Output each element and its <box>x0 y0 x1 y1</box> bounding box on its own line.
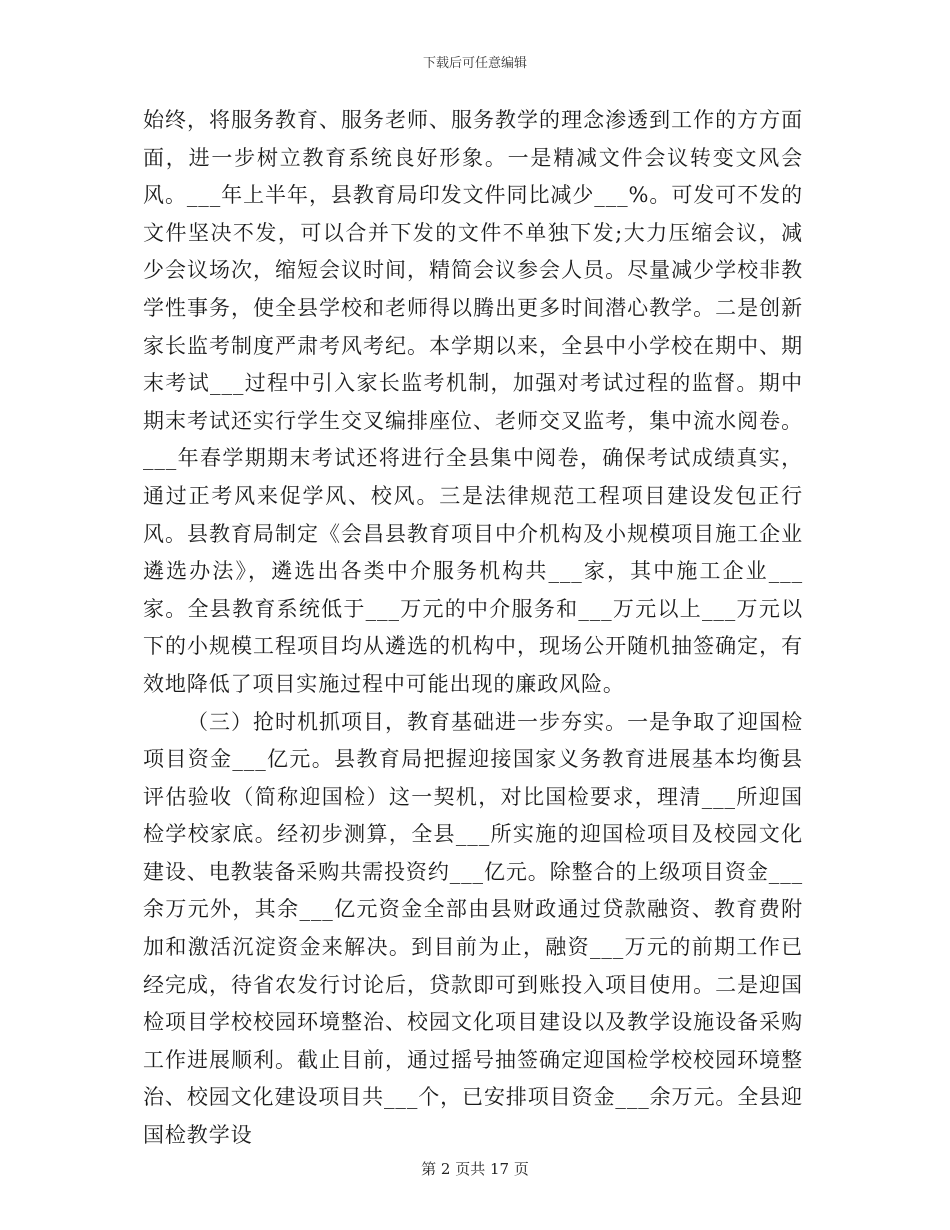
paragraph-1: 始终，将服务教育、服务老师、服务教学的理念渗透到工作的方方面面，进一步树立教育系统良好形象。一是精减文件会议转变文风会风。___年上半年，县教育局印发文件同比减少___%。可发可不发的文件坚决不发，可以合并下发的文件不单独下发;大力压缩会议，减少会议场次，缩短会议时间，精简会议参会人员。尽量减少学校非教学性事务，使全县学校和老师得以腾出更多时间潜心教学。二是创新家长监考制度严肃考风考纪。本学期以来，全县中小学校在期中、期末考试___过程中引入家长监考机制，加强对考试过程的监督。期中期末考试还实行学生交叉编排座位、老师交叉监考，集中流水阅卷。___年春学期期末考试还将进行全县集中阅卷，确保考试成绩真实，通过正考风来促学风、校风。三是法律规范工程项目建设发包正行风。县教育局制定《会昌县教育项目中介机构及小规模项目施工企业遴选办法》，遴选出各类中介服务机构共___家，其中施工企业___家。全县教育系统低于___万元的中介服务和___万元以上___万元以下的小规模工程项目均从遴选的机构中，现场公开随机抽签确定，有效地降低了项目实施过程中可能出现的廉政风险。 <box>143 108 803 696</box>
page-footer: 第 2 页共 17 页 <box>421 1160 529 1178</box>
page-header: 下载后可任意编辑 <box>422 56 527 71</box>
paragraph-2: （三）抢时机抓项目，教育基础进一步夯实。一是争取了迎国检项目资金___亿元。县教育局把握迎接国家义务教育进展基本均衡县评估验收（简称迎国检）这一契机，对比国检要求，理清___所迎国检学校家底。经初步测算，全县___所实施的迎国检项目及校园文化建设、电教装备采购共需投资约___亿元。除整合的上级项目资金___余万元外，其余___亿元资金全部由县财政通过贷款融资、教育费附加和激活沉淀资金来解决。到目前为止，融资___万元的前期工作已经完成，待省农发行讨论后，贷款即可到账投入项目使用。二是迎国检项目学校校园环境整治、校园文化项目建设以及教学设施设备采购工作进展顺利。截止目前，通过摇号抽签确定迎国检学校校园环境整治、校园文化建设项目共___个，已安排项目资金___余万元。全县迎国检教学设 <box>143 709 803 1148</box>
document-body <box>143 102 803 1155</box>
